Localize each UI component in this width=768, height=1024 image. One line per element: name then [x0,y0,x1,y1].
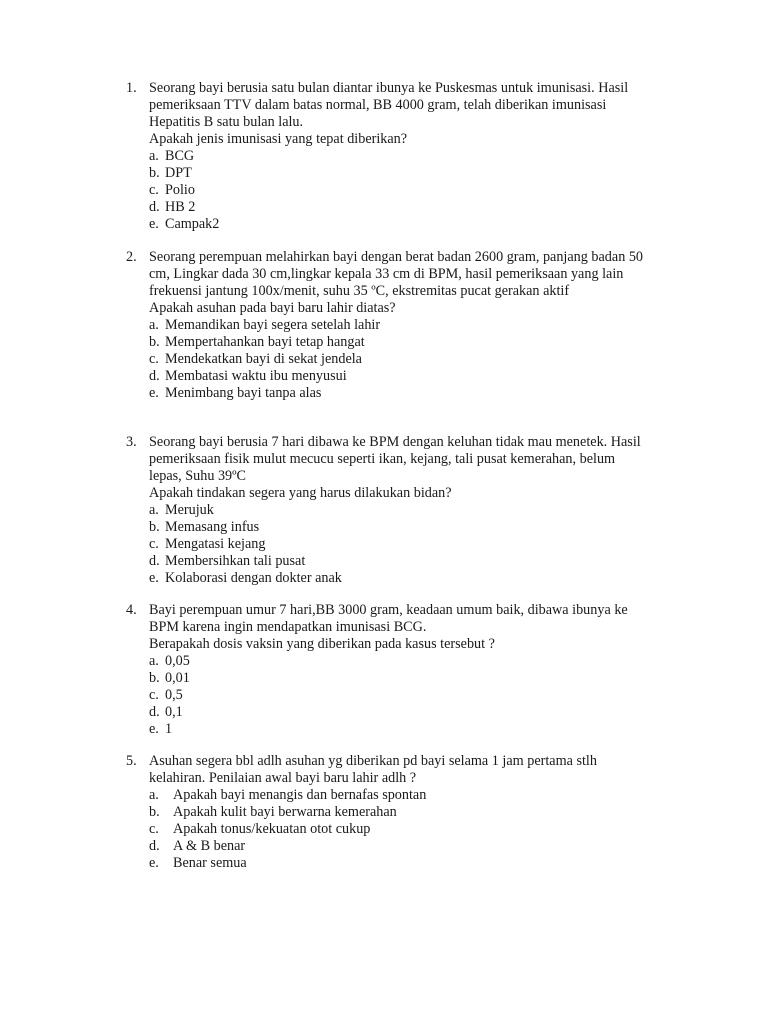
question-line [126,753,726,770]
answer-option-b [126,165,726,182]
question-text: Seorang perempuan melahirkan bayi dengan berat badan 2600 gram, panjang badan 50 [149,249,644,265]
option-letter: c. [149,182,159,198]
answer-option-a [126,502,726,519]
option-text: Membatasi waktu ibu menyusui [165,368,347,384]
option-letter: a. [149,653,159,669]
answer-option-a [126,787,726,804]
option-text: DPT [165,165,192,181]
question-prompt: Apakah jenis imunisasi yang tepat diberikan? [149,131,408,147]
option-text: 0,1 [165,704,183,720]
answer-option-e [126,721,726,738]
option-text: Membersihkan tali pusat [165,553,306,569]
question-text: Seorang bayi berusia 7 hari dibawa ke BPM dengan keluhan tidak mau menetek. Hasil [149,434,641,450]
answer-option-e [126,216,726,233]
option-text: 0,05 [165,653,190,669]
question-number: 2. [126,249,137,265]
option-text: Memasang infus [165,519,260,535]
option-text: Campak2 [165,216,220,232]
option-letter: b. [149,804,160,820]
option-text: 1 [165,721,173,737]
question-line: pemeriksaan fisik mulut mecucu seperti ikan, kejang, tali pusat kemerahan, belum [149,451,616,467]
question-number: 1. [126,80,137,96]
option-letter: b. [149,670,160,686]
option-text: BCG [165,148,195,164]
option-letter: c. [149,687,159,703]
option-letter: e. [149,721,159,737]
question-number: 3. [126,434,137,450]
question-text: Asuhan segera bbl adlh asuhan yg diberikan pd bayi selama 1 jam pertama stlh [149,753,597,769]
question-line [126,434,726,451]
answer-option-d [126,704,726,721]
option-letter: b. [149,165,160,181]
question-line: lepas, Suhu 39ºC [149,468,247,484]
option-letter: e. [149,216,159,232]
option-text: Mempertahankan bayi tetap hangat [165,334,365,350]
question-number: 5. [126,753,137,769]
option-letter: e. [149,855,159,871]
answer-option-e [126,570,726,587]
answer-option-e [126,855,726,872]
option-text: A & B benar [173,838,246,854]
question-5 [126,753,726,872]
answer-option-b [126,519,726,536]
question-1 [126,80,726,233]
question-prompt: Berapakah dosis vaksin yang diberikan pada kasus tersebut ? [149,636,495,652]
option-text: Polio [165,182,195,198]
option-text: Mendekatkan bayi di sekat jendela [165,351,362,367]
answer-option-d [126,838,726,855]
question-3 [126,434,726,587]
option-text: Kolaborasi dengan dokter anak [165,570,342,586]
answer-option-a [126,653,726,670]
question-text: Bayi perempuan umur 7 hari,BB 3000 gram, keadaan umum baik, dibawa ibunya ke [149,602,628,618]
answer-option-d [126,368,726,385]
option-letter: e. [149,385,159,401]
answer-option-a [126,148,726,165]
option-letter: b. [149,334,160,350]
question-prompt: Apakah tindakan segera yang harus dilakukan bidan? [149,485,452,501]
answer-option-c [126,687,726,704]
question-line: Hepatitis B satu bulan lalu. [149,114,304,130]
option-text: Apakah tonus/kekuatan otot cukup [173,821,371,837]
answer-option-b [126,804,726,821]
option-letter: d. [149,368,160,384]
question-line: pemeriksaan TTV dalam batas normal, BB 4000 gram, telah diberikan imunisasi [149,97,607,113]
option-text: Apakah kulit bayi berwarna kemerahan [173,804,397,820]
option-text: Memandikan bayi segera setelah lahir [165,317,381,333]
option-text: Menimbang bayi tanpa alas [165,385,322,401]
answer-option-d [126,199,726,216]
answer-option-a [126,317,726,334]
answer-option-c [126,536,726,553]
question-prompt: Apakah asuhan pada bayi baru lahir diatas? [149,300,396,316]
answer-option-c [126,182,726,199]
question-line [126,249,726,266]
option-letter: d. [149,199,160,215]
answer-option-b [126,670,726,687]
option-letter: a. [149,502,159,518]
option-text: 0,01 [165,670,190,686]
option-text: Apakah bayi menangis dan bernafas spontan [173,787,427,803]
option-letter: d. [149,838,160,854]
option-letter: b. [149,519,160,535]
answer-option-c [126,821,726,838]
question-4 [126,602,726,738]
option-text: 0,5 [165,687,183,703]
question-line [126,80,726,97]
option-letter: c. [149,351,159,367]
question-2 [126,249,726,402]
option-text: Merujuk [165,502,214,518]
question-number: 4. [126,602,137,618]
answer-option-c [126,351,726,368]
answer-option-b [126,334,726,351]
question-line [126,602,726,619]
question-prompt: kelahiran. Penilaian awal bayi baru lahir adlh ? [149,770,417,786]
option-letter: a. [149,148,159,164]
option-text: Benar semua [173,855,247,871]
question-line: BPM karena ingin mendapatkan imunisasi BCG. [149,619,427,635]
option-letter: c. [149,821,159,837]
option-letter: a. [149,317,159,333]
option-letter: d. [149,553,160,569]
answer-option-e [126,385,726,402]
question-text: Seorang bayi berusia satu bulan diantar ibunya ke Puskesmas untuk imunisasi. Hasil [149,80,629,96]
option-text: HB 2 [165,199,196,215]
option-letter: d. [149,704,160,720]
option-letter: c. [149,536,159,552]
option-letter: a. [149,787,159,803]
question-line: frekuensi jantung 100x/menit, suhu 35 ºC, ekstremitas pucat gerakan aktif [149,283,570,299]
question-line: cm, Lingkar dada 30 cm,lingkar kepala 33 cm di BPM, hasil pemeriksaan yang lain [149,266,624,282]
option-text: Mengatasi kejang [165,536,266,552]
answer-option-d [126,553,726,570]
option-letter: e. [149,570,159,586]
